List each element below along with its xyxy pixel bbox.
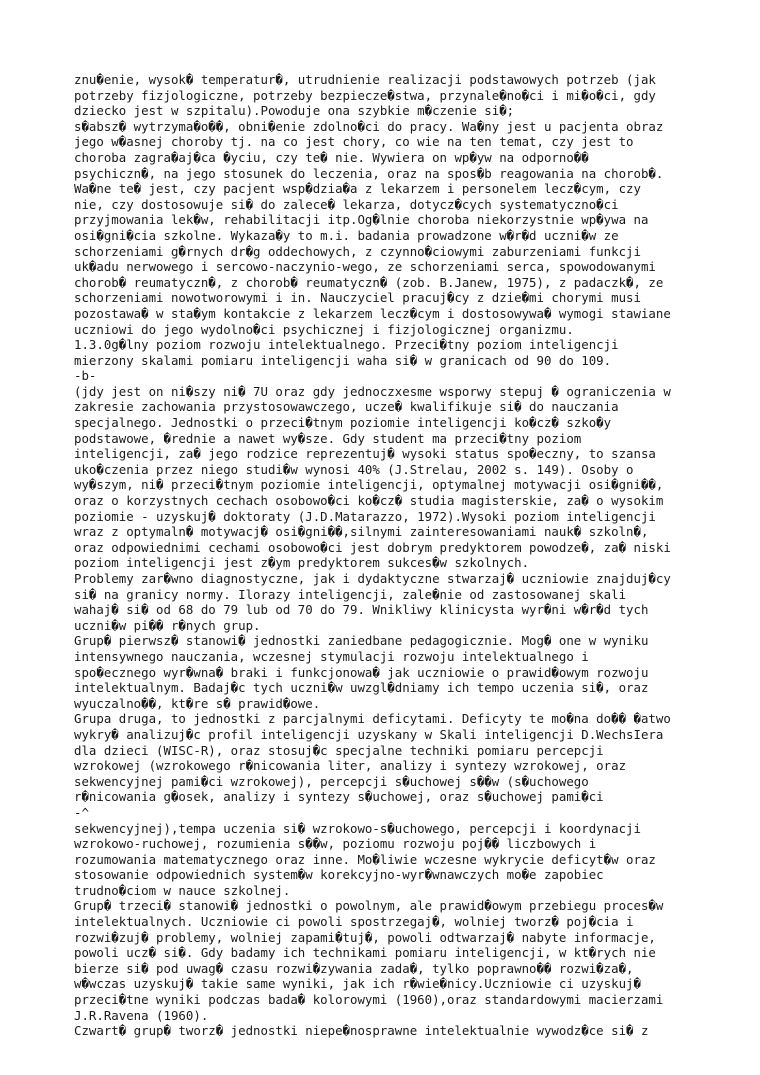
text-line: uk�adu nerwowego i sercowo-naczynio-wego, ze schorzeniami serca, spowodowanymi	[74, 259, 656, 275]
text-line: Grupa druga, to jednostki z parcjalnymi deficytami. Deficyty te mo�na do�� �atwo	[74, 711, 671, 727]
text-line: uczni�w pi�� r�nych grup.	[74, 617, 261, 633]
text-line: oraz odpowiednimi cechami osobowo�ci jest dobrym predyktorem powodze�, za� niski	[74, 539, 671, 555]
text-line: w�wczas uzyskuj� takie same wyniki, jak ich r�wie�nicy.Uczniowie ci uzyskuj�	[74, 976, 641, 992]
text-line: intelektualnych. Uczniowie ci powoli spostrzegaj�, wolniej tworz� poj�cia i	[74, 914, 634, 930]
text-line: wraz z optymaln� motywacj� osi�gni��,silnymi zainteresowaniami nauk� szkoln�,	[74, 524, 649, 540]
text-line: Grup� trzeci� stanowi� jednostki o powolnym, ale prawid�owym przebiegu proces�w	[74, 898, 664, 914]
text-line: chorob� reumatyczn�, z chorob� reumatyczn� (zob. B.Janew, 1975), z padaczk�, ze	[74, 274, 664, 290]
text-line: powoli ucz� si�. Gdy badamy ich technikami pomiaru inteligencji, w kt�rych nie	[74, 945, 656, 961]
text-line: (jdy jest on ni�szy ni� 7U oraz gdy jednoczxesme wsporwy stepuj � ograniczenia w	[74, 383, 671, 399]
text-line: J.R.Ravena (1960).	[74, 1007, 209, 1023]
text-line: spo�ecznego wyr�wna� braki i funkcjonowa� jak uczniowie o prawid�owym rozwoju	[74, 664, 649, 680]
text-line: rozwi�zuj� problemy, wolniej zapami�tuj�, powoli odtwarzaj� nabyte informacje,	[74, 929, 656, 945]
text-line: podstawowe, �rednie a nawet wy�sze. Gdy student ma przeci�tny poziom	[74, 430, 582, 446]
text-line: trudno�ciom w nauce szkolnej.	[74, 882, 291, 898]
text-line: Wa�ne te� jest, czy pacjent wsp�dzia�a z lekarzem i personelem lecz�cym, czy	[74, 181, 641, 197]
text-line: wzrokowej (wzrokowego r�nicowania liter, analizy i syntezy wzrokowej, oraz	[74, 758, 627, 774]
text-line: Grup� pierwsz� stanowi� jednostki zaniedbane pedagogicznie. Mog� one w wyniku	[74, 633, 649, 649]
text-line: stosowanie odpowiednich system�w korekcyjno-wyr�wnawczych mo�e zapobiec	[74, 867, 604, 883]
text-line: sekwencyjnej),tempa uczenia si� wzrokowo-s�uchowego, percepcji i koordynacji	[74, 820, 641, 836]
page-marker: -^	[74, 804, 89, 820]
text-line: Czwart� grup� tworz� jednostki niepe�nosprawne intelektualnie wywodz�ce si� z	[74, 1023, 649, 1039]
text-line: intelektualnym. Badaj�c tych uczni�w uwzgl�dniamy ich tempo uczenia si�, oraz	[74, 680, 649, 696]
text-line: przyjmowania lek�w, rehabilitacji itp.Og�lnie choroba niekorzystnie wp�ywa na	[74, 212, 649, 228]
text-line: rozumowania matematycznego oraz inne. Mo�liwie wczesne wykrycie deficyt�w oraz	[74, 851, 656, 867]
text-line: oraz o korzystnych cechach osobowo�ci ko�cz� studia magisterskie, za� o wysokim	[74, 493, 664, 509]
text-line: wahaj� si� od 68 do 79 lub od 70 do 79. Wnikliwy klinicysta wyr�ni w�r�d tych	[74, 602, 649, 618]
text-line: uko�czenia przez niego studi�w wynosi 40% (J.Strelau, 2002 s. 149). Osoby o	[74, 461, 634, 477]
text-line: schorzeniami g�rnych dr�g oddechowych, z czynno�ciowymi zaburzeniami funkcji	[74, 243, 641, 259]
text-line: wykry� analizuj�c profil inteligencji uzyskany w Skali inteligencji D.WechsIera	[74, 726, 664, 742]
text-line: r�nicowania g�osek, analizy i syntezy s�uchowej, oraz s�uchowej pami�ci	[74, 789, 604, 805]
text-line: Problemy zar�wno diagnostyczne, jak i dydaktyczne stwarzaj� uczniowie znajduj�cy	[74, 571, 671, 586]
text-line: bierze si� pod uwag� czasu rozwi�zywania zada�, tylko poprawno�� rozwi�za�,	[74, 960, 634, 976]
text-line: poziom inteligencji jest z�ym predyktorem sukces�w szkolnych.	[74, 555, 530, 571]
text-line: poziomie - uzyskuj� doktoraty (J.D.Matarazzo, 1972).Wysoki poziom inteligencji	[74, 508, 656, 524]
text-line: potrzeby fizjologiczne, potrzeby bezpiecze�stwa, przynale�no�ci i mi�o�ci, gdy	[74, 87, 656, 103]
text-line: schorzeniami nowotworowymi i in. Nauczyciel pracuj�cy z dzie�mi chorymi musi	[74, 290, 641, 306]
text-line: s�absz� wytrzyma�o��, obni�enie zdolno�ci do pracy. Wa�ny jest u pacjenta obraz	[74, 118, 664, 134]
text-line: 1.3.0g�lny poziom rozwoju intelektualnego. Przeci�tny poziom inteligencji	[74, 337, 619, 353]
text-line: przeci�tne wyniki podczas bada� kolorowymi (1960),oraz standardowymi macierzami	[74, 992, 664, 1008]
text-line: intensywnego nauczania, wczesnej stymulacji rozwoju intelektualnego i	[74, 648, 589, 664]
text-line: dziecko jest w szpitalu).Powoduje ona szybkie m�czenie si�;	[74, 103, 515, 119]
page-marker: -b-	[74, 368, 97, 384]
text-line: choroba zagra�aj�ca �yciu, czy te� nie. Wywiera on wp�yw na odporno��	[74, 149, 589, 165]
text-line: wy�szym, ni� przeci�tnym poziomie inteligencji, optymalnej motywacji osi�gni��,	[74, 477, 664, 493]
text-line: osi�gni�cia szkolne. Wykaza�y to m.i. badania prowadzone w�r�d uczni�w ze	[74, 227, 619, 243]
text-line: specjalnego. Jednostki o przeci�tnym poziomie inteligencji ko�cz� szko�y	[74, 415, 612, 431]
text-line: znu�enie, wysok� temperatur�, utrudnienie realizacji podstawowych potrzeb (jak	[74, 72, 656, 87]
text-line: wyuczalno��, kt�re s� prawid�owe.	[74, 695, 321, 711]
text-line: psychiczn�, na jego stosunek do leczenia, oraz na spos�b reagowania na chorob�.	[74, 165, 664, 181]
document-page	[74, 72, 674, 1054]
text-line	[74, 1039, 674, 1055]
text-line: si� na granicy normy. Ilorazy inteligencji, zale�nie od zastosowanej skali	[74, 586, 627, 602]
text-line: inteligencji, za� jego rodzice reprezentuj� wysoki status spo�eczny, to szansa	[74, 446, 656, 462]
text-line: uczniowi do jego wydolno�ci psychicznej i fizjologicznej organizmu.	[74, 321, 574, 337]
text-line: wzrokowo-ruchowej, rozumienia s��w, poziomu rozwoju poj�� liczbowych i	[74, 836, 597, 852]
text-line: jego w�asnej choroby tj. na co jest chory, co wie na ten temat, czy jest to	[74, 134, 634, 150]
text-line: dla dzieci (WISC-R), oraz stosuj�c specjalne techniki pomiaru percepcji	[74, 742, 604, 758]
text-line: sekwencyjnej pami�ci wzrokowej), percepcji s�uchowej s��w (s�uchowego	[74, 773, 589, 789]
text-line: mierzony skalami pomiaru inteligencji waha si� w granicach od 90 do 109.	[74, 352, 612, 368]
text-line: zakresie zachowania przystosowawczego, ucze� kwalifikuje si� do nauczania	[74, 399, 619, 415]
text-line: pozostawa� w sta�ym kontakcie z lekarzem lecz�cym i dostosowywa� wymogi stawiane	[74, 305, 671, 321]
text-line: nie, czy dostosowuje si� do zalece� lekarza, dotycz�cych systematyczno�ci	[74, 196, 619, 212]
